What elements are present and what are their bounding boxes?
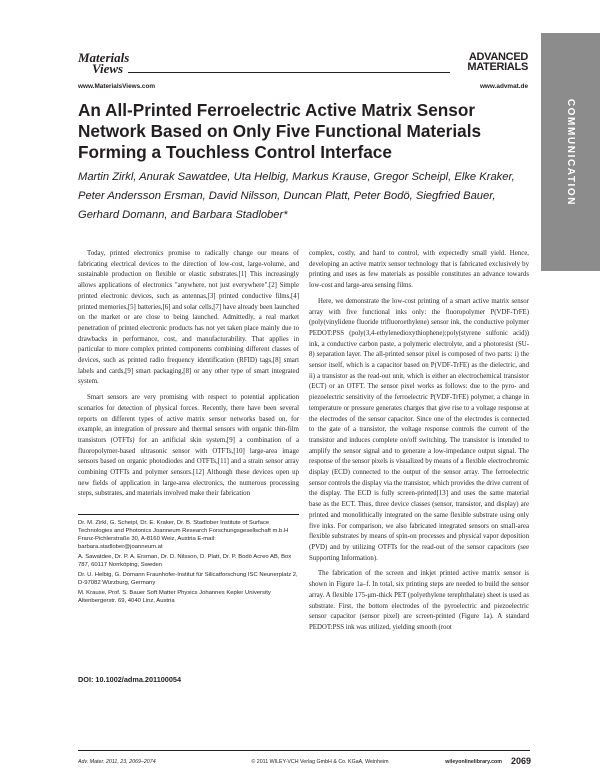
journal-citation: Adv. Mater. 2011, 23, 2069–2074 [78,759,156,765]
journal-url[interactable]: www.advmat.de [479,83,528,90]
copyright: © 2011 WILEY-VCH Verlag GmbH & Co. KGaA, Weinheim [251,759,389,765]
section-tab-label-wrap [541,33,600,271]
affiliation: Dr. M. Zirkl, G. Scheipl, Dr. E. Kraker, Dr. B. Stadlober Institute of Surface Technologies and Photonics Joanneum Research Forschungsgesellschaft m.b.H Franz-Pichlerstraße 30, A-8160 Weiz, Austria E-mail: barbara.stadlober@joanneum.at [78,520,289,551]
header-rule [128,72,450,73]
paragraph: Smart sensors are very promising with respect to potential application scenarios for detection of physical forces. Recently, there have been several reports on different types of active matrix sensor networks based on, for example, an integration of pressure and thermal sensors with organic thin-film transistors (OTFTs) for an artificial skin system,[9] a combination of a fluoropolymer-based ultrasonic sensor with OTFTs,[10] large-area image sensors based on organic photodiodes and OTFTs,[11] and a strain sensor array combining OTFTs and polymer sensors.[12] Although these devices open up new fields of application in large-area electronics, the numerous processing steps, substrates, and materials involved make their fabrication [78,394,299,498]
article-title: An All-Printed Ferroelectric Active Matrix Sensor Network Based on Only Five Functional Materials Forming a Touchless Control Interface [78,100,482,162]
logo-left-line1: Materials [78,50,130,65]
materials-views-logo [78,52,138,74]
advanced-materials-logo [452,52,528,72]
logo-right-line2: MATERIALS [467,61,528,73]
body-column-left [78,249,299,500]
paragraph: The fabrication of the screen and inkjet printed active matrix sensor is shown in Figure 1a–f. In total, six printing steps are needed to build the sensor array. A flexible 175-μm-thick PET (polyethylene terephthalate) sheet is used as substrate. First, the bottom electrodes of the pyroelectric and piezoelectric sensor capacitor (sensor pixel) are screen-printed (Figure 1a). A standard PEDOT:PSS ink was utilized, yielding smooth (root [309,570,529,631]
footer-rule [78,750,530,751]
paragraph: Here, we demonstrate the low-cost printing of a smart active matrix sensor array with five functional inks only: the fluoropolymer P(VDF-TrFE) (poly(vinylidene fluoride trifluoroethylene) sensor ink, the conductive polymer PEDOT:PSS (poly(3,4-ethylenedioxythiophene):poly(styrene sulfonic acid)) ink, a conductive carbon paste, a polymeric electrolyte, and a photoresist (SU-8) separation layer. The all-printed sensor pixel is composed of two parts: i) the sensor itself, which is a capacitor based on P(VDF-TrFE) as the dielectric, and ii) a transistor as the read-out unit, which is either an electrochemical transistor (ECT) or an OTFT. The sensor pixel works as follows: due to the pyro- and piezoelectric sensitivity of the ferroelectric P(VDF-TrFE) polymer, a change in temperature or pressure generates charges that give rise to a voltage response at the electrodes of the sensor capacitor. Since one of the electrodes is connected to the gate of a transistor, the voltage response controls the current of the transistor and induces complete on/off switching. The transistor is intended to amplify the sensor signal and to generate a low-impedance output signal. The response of the sensor pixels is visualized by means of a flexible electrochromic display (ECD) connected to the output of the sensor array. The ferroelectric sensor controls the display via the transistor, which provides the drive current of the display. The ECD is fully screen-printed[13] and uses the same material base as the ECT. Thus, three device classes (sensor, transistor, and display) are printed and monolithically integrated on the same flexible substrate using only five inks. For comparison, we also fabricated integrated sensors on small-area flexible substrates by means of spin-on processes and physical vapor deposition (PVD) and by utilizing OTFTs for the read-out of the sensor capacitors (see Supporting Information). [309,297,529,562]
paragraph: Today, printed electronics promise to radically change our means of fabricating electrical devices to the direction of low-cost, large-volume, and sustainable production on flexible or elastic substrates.[1] This increasingly allows applications of electronics "anywhere, not just everywhere".[2] Simple printed electronic devices, such as antennas,[3] printed conductive films,[4] printed memories,[5] batteries,[6] and solar cells,[7] have already been launched on the market or are close to being launched. Admittedly, a real market penetration of printed electronic products has not yet taken place mainly due to drawbacks in performance, cost, and manufacturability. That applies in particular to more complex printed components combining different classes of devices, such as printed radio frequency identification (RFID) tags,[8] smart labels and cards,[9] smart packaging,[8] or any other type of smart integrated system. [78,250,299,386]
doi[interactable]: DOI: 10.1002/adma.201100054 [78,675,182,684]
paragraph: complex, costly, and hard to control, with expectedly small yield. Hence, developing an active matrix sensor technology that is fabricated exclusively by printing and uses as few materials as possible constitutes an advance towards low-cost and large-area sensing films. [309,250,529,290]
wiley-online-library-link[interactable]: wileyonlinelibrary.com [445,759,502,765]
affiliations [78,519,299,605]
page-number: 2069 [510,756,531,766]
section-tab-label: COMMUNICATION [565,98,576,206]
publisher-url[interactable]: www.MaterialsViews.com [78,83,156,90]
affiliation: M. Krause, Prof. S. Bauer Soft Matter Physics Johannes Kepler University Altenbergerstr. 69, 4040 Linz, Austria [78,590,271,605]
affiliation-rule [78,514,299,515]
logo-left-line2: Views [92,61,124,76]
affiliation: A. Sawatdee, Dr. P. A. Ersman, Dr. D. Nilsson, D. Platt, Dr. P. Bodö Acreo AB, Box 787, 60117 Norrköping, Sweden [78,554,292,569]
logo-right-line1: ADVANCED [468,51,528,63]
author-list: Martin Zirkl, Anurak Sawatdee, Uta Helbig, Markus Krause, Gregor Scheipl, Elke Kraker, Peter Andersson Ersman, David Nilsson, Duncan Platt, Peter Bodö, Siegfried Bauer, Gerhard Domann, and Barbara Stadlober* [78,171,515,221]
body-column-right [309,249,529,634]
affiliation: Dr. U. Helbig, G. Domann Fraunhofer-Institut für Silicatforschung ISC Neunerplatz 2, D-97082 Würzburg, Germany [78,572,298,587]
